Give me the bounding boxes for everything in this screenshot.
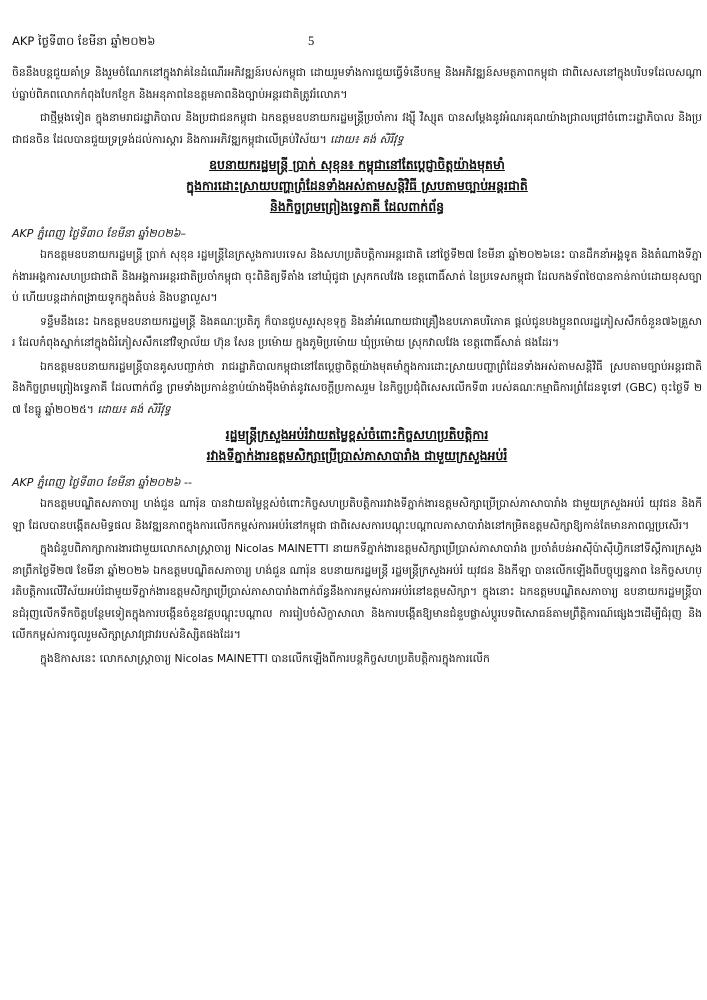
page-content	[12, 62, 702, 671]
paragraph: ឯកឧត្តមឧបនាយករដ្ឋមន្ត្រី ប្រាក់ សុខុន រដ្ឋមន្ត្រីនៃក្រសួងការបរទេស និងសហប្រតិបត្តិការអន្តរជាតិ នៅថ្ងៃទី២៧ ខែមីនា ឆ្នាំ២០២៦នេះ បានដឹកនាំអង្គទូត និងតំណាងទីភ្នាក់ងារអង្គការសហប្រជាជាតិ និងអង្គការអន្តរជាតិប្រចាំកម្ពុជា ចុះពិនិត្យទីតាំង នៅឃុំជូជា ស្រុកកលវែង ខេត្តពោធិ៍សាត់ នៃប្រទេសកម្ពុជា ដែលកងទ័ពថៃបានកាន់កាប់ដោយខុសច្បាប់ ហើយបន្តដាក់ពង្រាយទូកក្នុងតំបន់ និងបន្លាលួស។	[12, 248, 702, 304]
headline	[12, 154, 702, 217]
headline-line: ក្នុងការដោះស្រាយបញ្ហាព្រំដែនទាំងអស់តាមសន្តិវិធី ស្របតាមច្បាប់អន្តរជាតិ	[186, 178, 528, 193]
page-header	[12, 34, 702, 54]
paragraph: ចិននឹងបន្តជួយគាំទ្រ និងរួមចំណែកនៅក្នុងវាគ់នៃដំណើរអភិវឌ្ឍន៍របស់កម្ពុជា ដោយរួមទាំងការជួយធ្វើទំនើបកម្ម និងអភិវឌ្ឍន៍សមត្ថភាពកម្ពុជា ជាពិសេសនៅក្នុងបរិបទដែលសណ្តាប់ធ្នាប់ពិភពលោកកំពុងបែកខ្ញែក និងអនុភាពនៃឧត្តមភាពនិងច្បាប់អន្តរជាតិត្រូវរំលោភ។	[12, 66, 702, 101]
header-date: AKP ថ្ងៃទី៣០ ខែមីនា ឆ្នាំ២០២៦	[12, 34, 156, 48]
paragraph	[12, 356, 702, 421]
headline-line: ឧបនាយករដ្ឋមន្ត្រី ប្រាក់ សុខុន៖ កម្ពុជានៅតែប្តេជ្ញាចិត្តយ៉ាងមុតមាំ	[209, 157, 505, 172]
paragraph: ទន្ទឹមនឹងនេះ ឯកឧត្តមឧបនាយករដ្ឋមន្ត្រី និងគណៈប្រតិភូ ក៏បានជួបសួរសុខទុក្ខ និងនាំអំណោយជាគ្រឿងឧបភោគបរិភោគ ផ្តល់ជូនបងប្អូនពលរដ្ឋភៀសសឹកចំនួន៧៦គ្រួសារ ដែលកំពុងស្នាក់នៅក្នុងជំរំភៀសសឹកនៅវិទ្យាល័យ ហ៊ុន សែន ប្រម៉ោយ ក្នុងភូមិប្រម៉ោយ ឃុំប្រម៉ោយ ស្រុកវាលវែង ខេត្តពោធិ៍សាត់ ផងដែរ។	[12, 314, 702, 349]
paragraph	[12, 107, 702, 150]
paragraph-text: ឯកឧត្តមឧបនាយករដ្ឋមន្ត្រីបានគូសបញ្ជាក់ថា រាជរដ្ឋាភិបាលកម្ពុជានៅតែប្តេជ្ញាចិត្តយ៉ាងមុតមាំក្នុងការដោះស្រាយបញ្ហាព្រំដែនទាំងអស់តាមសន្តិវិធី ស្របតាមច្បាប់អន្តរជាតិ និងកិច្ចព្រមព្រៀងទ្វេភាគី ដែលពាក់ព័ន្ធ ព្រមទាំងប្រកាន់ខ្ជាប់យ៉ាងម៉ឺងម៉ាត់នូវសេចក្តីប្រកាសរួម នៃកិច្ចប្រជុំពិសេសលើកទី៣ របស់គណៈកម្មាធិការព្រំដែនទូទៅ (GBC) ចុះថ្ងៃទី ២៧ ខែធ្នូ ឆ្នាំ២០២៥។	[12, 359, 702, 416]
article-border-issue	[12, 154, 702, 420]
paragraph: ក្នុងឱកាសនេះ លោកសាស្ត្រាចារ្យ Nicolas MAINETTI បានលើកឡើងពីការបន្តកិច្ចសហប្រតិបត្តិការក្នុងការលើក	[40, 651, 490, 665]
paragraph-text: ជាថ្មីម្តងទៀត ក្នុងនាមរាជរដ្ឋាភិបាល និងប្រជាជនកម្ពុជា ឯកឧត្តមឧបនាយករដ្ឋមន្ត្រីប្រចាំការ វង្ស៊ី វិស្សុត បានសម្តែងនូវអំណរគុណយ៉ាងជ្រាលជ្រៅចំពោះរដ្ឋាភិបាល និងប្រជាជនចិន ដែលបានជួយទ្រទ្រង់ដល់ការស្តារ និងការអភិវឌ្ឍកម្ពុជាលើគ្រប់វិស័យ។	[12, 111, 702, 146]
paragraph: ឯកឧត្តមបណ្ឌិតសភាចារ្យ ហង់ជួន ណារ៉ុន បានវាយតម្លៃខ្ពស់ចំពោះកិច្ចសហប្រតិបត្តិការរវាងទីភ្នាក់ងារឧត្តមសិក្សាប្រើប្រាស់ភាសាបារាំង ជាមួយក្រសួងអប់រំ យុវជន និងកីឡា ដែលបានបង្កើតសមិទ្ធផល និងវឌ្ឍនភាពក្នុងការលើកកម្ពស់ការអប់រំនៅកម្ពុជា ជាពិសេសការបណ្តុះបណ្តាលភាសាបារាំងនៅកម្រិតឧត្តមសិក្សាឱ្យកាន់តែមានភាពល្អប្រសើរ។	[12, 497, 702, 532]
page-number: 5	[308, 34, 315, 48]
paragraph: ក្នុងជំនួបពិភាក្សាការងារជាមួយលោកសាស្ត្រាចារ្យ Nicolas MAINETTI នាយកទីភ្នាក់ងារឧត្តមសិក្សាប្រើប្រាស់ភាសាបារាំង ប្រចាំតំបន់អាស៊ីប៉ាស៊ីហ្វិកនៅទីស្តីការក្រសួង នាព្រឹកថ្ងៃទី២៧ ខែមីនា ឆ្នាំ២០២៦ ឯកឧត្តមបណ្ឌិតសភាចារ្យ ហង់ជួន ណារ៉ុន ឧបនាយករដ្ឋមន្ត្រី រដ្ឋមន្ត្រីក្រសួងអប់រំ យុវជន និងកីឡា បានលើកឡើងពីបច្ចុប្បន្នភាព នៃកិច្ចសហប្រតិបត្តិការលើវិស័យអប់រំជាមួយទីភ្នាក់ងារឧត្តមសិក្សាប្រើប្រាស់ភាសាបារាំងពាក់ព័ន្ធនឹងការកម្ពស់ការអប់រំនៅឧត្តមសិក្សា។ ក្នុងនោះ ឯកឧត្តមបណ្ឌិតសភាចារ្យ ឧបនាយករដ្ឋមន្ត្រីបានជំរុញលើកទឹកចិត្តបន្ថែមទៀតក្នុងការបង្កើនចំនួនវគ្គបណ្តុះបណ្តាល ការរៀបចំសិក្ខាសាលា និងការបង្កើតឱ្យមានជំនួបផ្លាស់ប្តូរបទពិសោធន៍តាមព្រឹត្តិការណ៍ផ្សេងៗដើម្បីជំរុញ និងលើកកម្ពស់ការចូលរួមសិក្សាស្រាវជ្រាវរបស់និស្សិតផងដែរ។	[12, 542, 702, 641]
dateline: AKP ភ្នំពេញ ថ្ងៃទី៣០ ខែមីនា ឆ្នាំ២០២៦ --	[12, 476, 192, 489]
article-continuation	[12, 62, 702, 150]
dateline: AKP ភ្នំពេញ ថ្ងៃទី៣០ ខែមីនា ឆ្នាំ២០២៦–	[12, 227, 187, 240]
article-education	[12, 424, 702, 669]
headline-line: និងកិច្ចព្រមព្រៀងទ្វេភាគី ដែលពាក់ព័ន្ធ	[269, 199, 445, 214]
byline: ដោយ៖ គង់ សិរីវុទ្ធ	[330, 132, 404, 146]
headline-line: រវាងទីភ្នាក់ងារឧត្តមសិក្សាប្រើប្រាស់ភាសាបារាំង ជាមួយក្រសួងអប់រំ	[206, 448, 508, 463]
byline: ដោយ៖ គង់ សិរីវុទ្ធ	[97, 402, 171, 416]
headline-line: រដ្ឋមន្ត្រីក្រសួងអប់រំវាយតម្លៃខ្ពស់ចំពោះកិច្ចសហប្រតិបត្តិការ	[225, 427, 489, 442]
headline	[12, 424, 702, 466]
